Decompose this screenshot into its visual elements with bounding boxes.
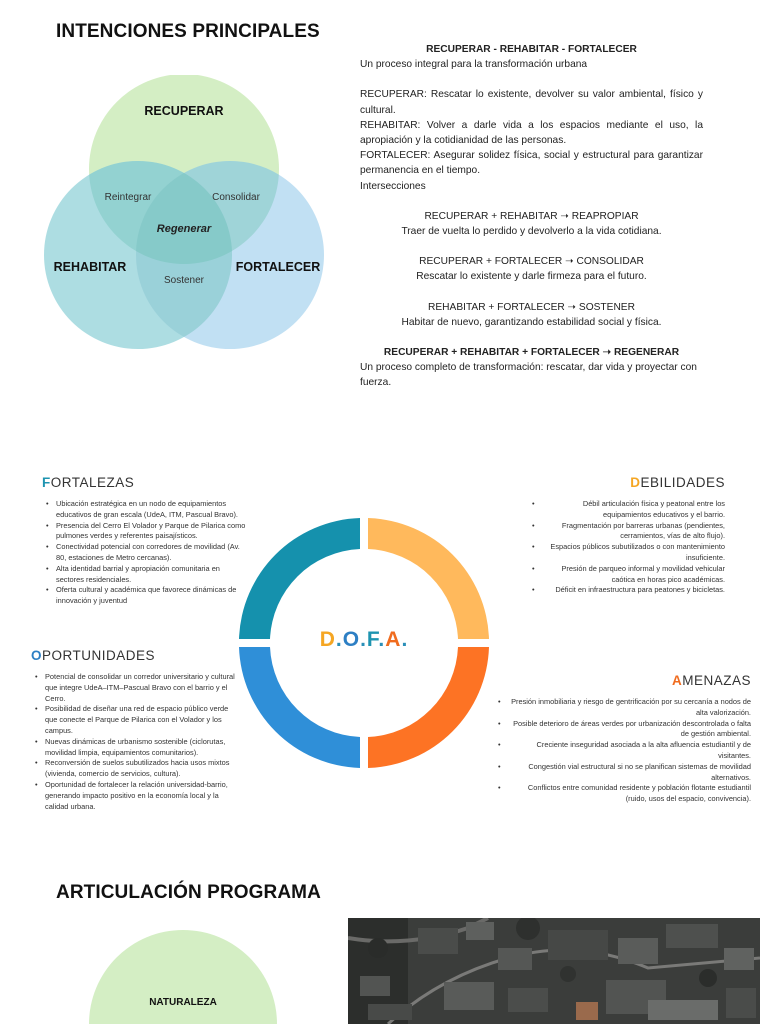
naturaleza-label: NATURALEZA [149,997,217,1008]
heading-initial: A [671,673,683,688]
donut-segment-oportunidades [239,647,360,768]
list-item: • Alta identidad barrial y apropiación comunitaria en sectores residenciales. [44,564,248,586]
aerial-map-image [348,918,760,1024]
venn-label-fortalecer: FORTALECER [235,260,321,274]
heading-initial: O [31,648,43,663]
venn-label-consolidar: Consolidar [212,192,260,203]
list-item: • Oferta cultural y académica que favorece dinámicas de innovación y juventud [44,585,248,607]
dofa-letter: . [401,628,409,651]
heading-oportunidades [31,648,155,663]
naturaleza-shape [89,930,277,1024]
dofa-letter: F [366,628,379,651]
list-item: • Nuevas dinámicas de urbanismo sostenible (ciclorutas, movilidad limpia, equipamientos comunitarios). [33,737,237,759]
list-item: • Fragmentación por barreras urbanas (pendientes, cerramientos, vías de alto flujo). [540,521,725,543]
venn-label-rehabitar: REHABITAR [53,260,127,274]
naturaleza-circle [86,928,280,1024]
dofa-center-title [236,628,492,652]
list-item: • Conflictos entre comunidad residente y población flotante estudiantil (ruido, usos del espacio, convivencia). [506,783,751,805]
def-rehabitar: REHABITAR: Volver a darle vida a los espacios mediante el uso, la apropiación y la cotidianidad de las personas. [360,119,703,147]
venn-label-sostener: Sostener [163,275,205,286]
heading-initial: F [42,475,51,490]
final-formula: RECUPERAR + REHABITAR + FORTALECER ➝ REGENERAR [383,347,680,359]
combo-desc: Habitar de nuevo, garantizando estabilidad social y física. [401,316,662,328]
list-item: • Congestión vial estructural si no se planifican sistemas de movilidad alternativos. [506,762,751,784]
heading-rest: PORTUNIDADES [42,648,156,663]
venn-diagram [36,75,328,365]
combo-desc: Rescatar lo existente y darle firmeza para el futuro. [416,271,647,283]
intenciones-text [360,42,703,391]
combo-formula: RECUPERAR + REHABITAR ➝ REAPROPIAR [424,210,639,222]
venn-label-recuperar: RECUPERAR [144,104,224,118]
heading-rest: EBILIDADES [640,475,725,490]
heading-initial: D [630,475,641,490]
combo-desc: Traer de vuelta lo perdido y devolverlo a la vida cotidiana. [401,226,662,238]
dofa-letter: . [335,628,343,651]
dofa-letter: . [378,628,386,651]
combo-formula: REHABITAR + FORTALECER ➝ SOSTENER [428,301,635,313]
list-item: • Oportunidad de fortalecer la relación universidad-barrio, generando impacto positivo en la economía local y la calidad urbana. [33,780,237,812]
venn-label-regenerar: Regenerar [156,223,212,235]
intenciones-intro: Un proceso integral para la transformación urbana [360,59,588,71]
list-item: • Presencia del Cerro El Volador y Parque de Pilarica como pulmones verdes y referentes paisajísticos. [44,521,248,543]
final-desc: Un proceso completo de transformación: rescatar, dar vida y proyectar con fuerza. [360,362,697,389]
heading-rest: ORTALEZAS [50,475,135,490]
list-item: • Débil articulación física y peatonal entre los equipamientos educativos y el barrio. [540,499,725,521]
dofa-letter: O [342,628,361,651]
intenciones-heading: RECUPERAR - REHABITAR - FORTALECER [426,44,637,55]
donut-segment-debilidades [368,518,489,639]
oportunidades-list [33,672,237,812]
list-item: • Conectividad potencial con corredores de movilidad (Av. 80, estaciones de Metro cercanas). [44,542,248,564]
dofa-letter: . [360,628,367,651]
page-title-intenciones: INTENCIONES PRINCIPALES [56,21,320,42]
heading-debilidades [630,475,725,490]
list-item: • Ubicación estratégica en un nodo de equipamientos educativos de gran escala (UdeA, ITM, Pascual Bravo). [44,499,248,521]
list-item: • Déficit en infraestructura para peatones y bicicletas. [540,585,725,596]
list-item: • Presión inmobiliaria y riesgo de gentrificación por su cercanía a nodos de alta valorización. [506,697,751,719]
section-title-articulacion: ARTICULACIÓN PROGRAMA [56,882,321,903]
heading-amenazas [672,673,751,688]
list-item: • Posible deterioro de áreas verdes por urbanización descontrolada o falta de gestión ambiental. [506,719,751,741]
venn-label-reintegrar: Reintegrar [104,192,152,203]
heading-rest: MENAZAS [682,673,751,688]
amenazas-list [506,697,751,805]
list-item: • Reconversión de suelos subutilizados hacia usos mixtos (vivienda, comercio de servicios, cultura). [33,758,237,780]
list-item: • Presión de parqueo informal y movilidad vehicular caótica en horas pico académicas. [540,564,725,586]
dofa-letter: A [385,628,402,651]
fortalezas-list [44,499,248,607]
list-item: • Potencial de consolidar un corredor universitario y cultural que integre UdeA–ITM–Pascual Bravo con el barrio y el Cerro. [33,672,237,704]
debilidades-list [540,499,725,596]
def-fortalecer: FORTALECER: Asegurar solidez física, social y estructural para garantizar permanencia en el tiempo. [360,150,703,177]
list-item: • Posibilidad de diseñar una red de espacio público verde que conecte el Parque de Pilarica con el Volador y los campus. [33,704,237,736]
donut-segment-amenazas [368,647,489,768]
list-item: • Creciente inseguridad asociada a la alta afluencia estudiantil y de visitantes. [506,740,751,762]
combo-formula: RECUPERAR + FORTALECER ➝ CONSOLIDAR [419,256,644,268]
list-item: • Espacios públicos subutilizados o con mantenimiento insuficiente. [540,542,725,564]
def-recuperar: RECUPERAR: Rescatar lo existente, devolver su valor ambiental, físico y cultural. [360,89,703,116]
intersecciones-label: Intersecciones [360,180,426,192]
donut-segment-fortalezas [239,518,360,639]
dofa-letter: D [319,628,336,651]
heading-fortalezas [42,475,134,490]
